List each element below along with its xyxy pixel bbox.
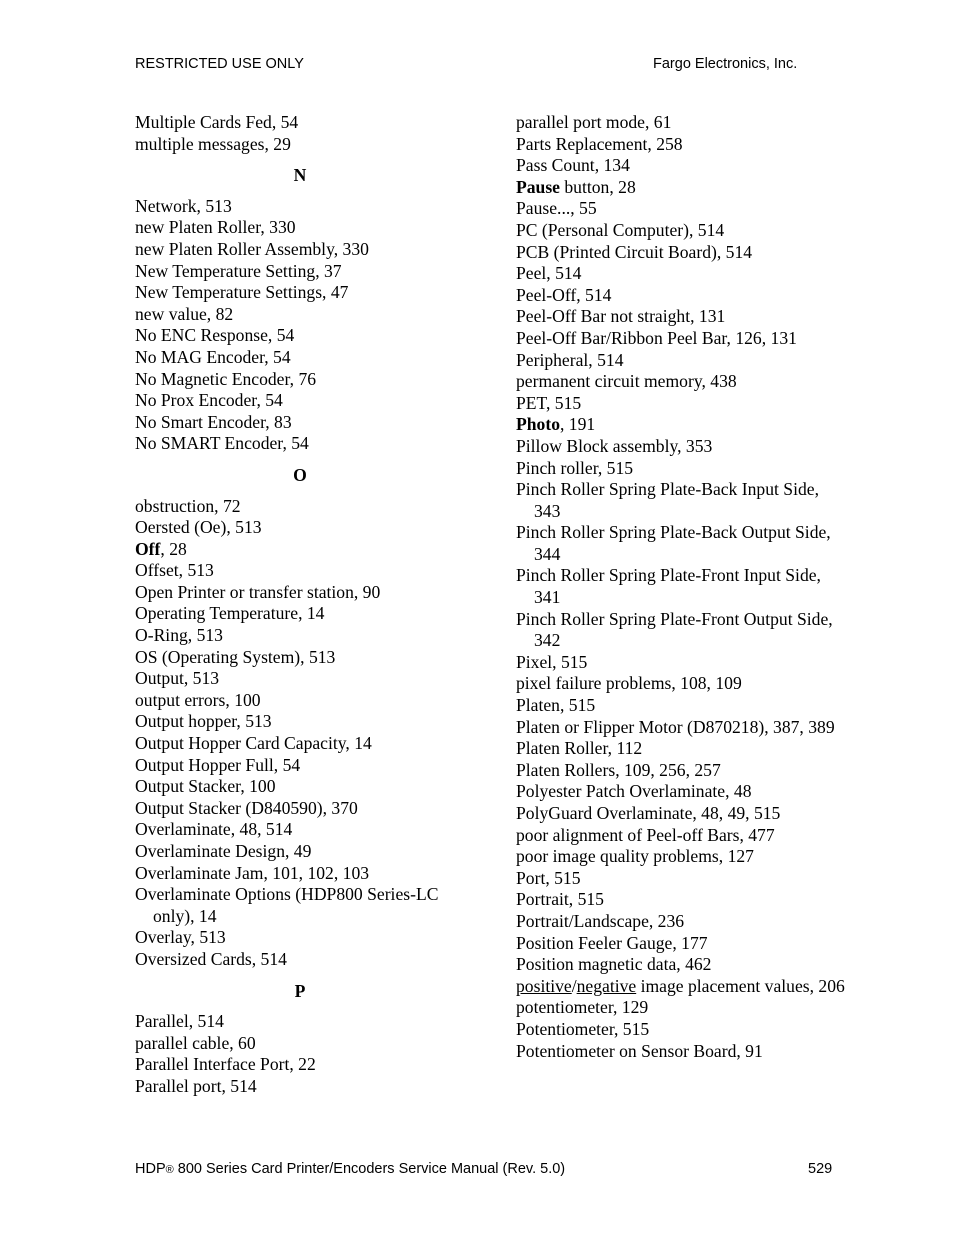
index-entry: Position Feeler Gauge, 177 <box>516 932 708 953</box>
entry-bold-term: Photo <box>516 414 560 435</box>
index-entry: Pass Count, 134 <box>516 155 630 176</box>
index-entry: PolyGuard Overlaminate, 48, 49, 515 <box>516 803 781 823</box>
entry-bold-term: Pause <box>516 176 560 197</box>
section-letter-n: N <box>293 165 307 186</box>
index-entry: Output, 513 <box>135 668 220 689</box>
entry-pages: , 191 <box>559 414 596 435</box>
index-entry: Parallel port, 514 <box>135 1075 257 1096</box>
index-entry: PC (Personal Computer), 514 <box>516 219 725 240</box>
index-entry: Pinch roller, 515 <box>516 457 634 478</box>
index-entry: Peel, 514 <box>516 263 582 284</box>
index-entry: No Magnetic Encoder, 76 <box>135 368 317 389</box>
index-entry: Overlaminate, 48, 514 <box>135 819 293 840</box>
index-entry: Pillow Block assembly, 353 <box>516 435 713 456</box>
index-entry: Oversized Cards, 514 <box>135 948 287 969</box>
index-entry: Potentiometer on Sensor Board, 91 <box>516 1040 763 1061</box>
index-entry-off <box>135 539 465 561</box>
index-entry: pixel failure problems, 108, 109 <box>516 673 742 694</box>
index-entry-pause <box>516 177 846 199</box>
index-entry: Output Stacker, 100 <box>135 776 276 797</box>
index-entry: Pinch Roller Spring Plate-Back Output Side, 344 <box>516 522 831 564</box>
index-entry: parallel cable, 60 <box>135 1032 256 1053</box>
index-entry: Peel-Off Bar not straight, 131 <box>516 306 726 327</box>
entry-underlined-term: negative <box>576 975 637 996</box>
p-entries-group <box>135 1011 465 1097</box>
index-entry: Position magnetic data, 462 <box>516 954 712 975</box>
index-entry: Oersted (Oe), 513 <box>135 517 262 538</box>
index-entry: parallel port mode, 61 <box>516 112 672 132</box>
index-entry: Portrait, 515 <box>516 889 604 910</box>
index-entry: Overlaminate Jam, 101, 102, 103 <box>135 862 370 883</box>
page-number: 529 <box>808 1161 833 1177</box>
index-entry: permanent circuit memory, 438 <box>516 371 737 392</box>
index-entry: output errors, 100 <box>135 689 261 710</box>
registered-mark: ® <box>165 1164 174 1176</box>
index-entry: Output Stacker (D840590), 370 <box>135 797 358 818</box>
index-entry: New Temperature Setting, 37 <box>135 260 342 281</box>
index-entry-photo <box>516 414 846 436</box>
n-entries-group <box>135 196 465 455</box>
index-entry: Port, 515 <box>516 867 581 888</box>
index-entry: potentiometer, 129 <box>516 997 649 1018</box>
index-entry: Overlaminate Design, 49 <box>135 841 312 861</box>
index-entry-positive-negative <box>516 976 846 998</box>
index-entry: Portrait/Landscape, 236 <box>516 910 685 931</box>
entry-pages: button, 28 <box>559 176 636 197</box>
index-entry: Peel-Off, 514 <box>516 284 612 305</box>
index-entry: Pixel, 515 <box>516 651 588 672</box>
index-entry: PCB (Printed Circuit Board), 514 <box>516 241 753 262</box>
o-entries-group <box>135 496 465 971</box>
index-entry: obstruction, 72 <box>135 495 241 516</box>
index-entry: Output Hopper Card Capacity, 14 <box>135 733 372 754</box>
index-entry: Pause..., 55 <box>516 198 597 219</box>
index-entry: Multiple Cards Fed, 54 <box>135 112 299 132</box>
index-entry: multiple messages, 29 <box>135 133 291 154</box>
running-header-left: RESTRICTED USE ONLY <box>135 56 304 72</box>
index-entry: Platen Rollers, 109, 256, 257 <box>516 759 721 780</box>
entry-pages: image placement values, 206 <box>636 975 845 996</box>
index-entry: Operating Temperature, 14 <box>135 603 325 624</box>
index-entry: Peel-Off Bar/Ribbon Peel Bar, 126, 131 <box>516 327 797 348</box>
running-header-right: Fargo Electronics, Inc. <box>653 56 798 72</box>
index-entry: Network, 513 <box>135 195 232 216</box>
index-entry: O-Ring, 513 <box>135 625 223 646</box>
section-letter-p: P <box>294 980 306 1001</box>
index-entry: No ENC Response, 54 <box>135 325 295 346</box>
index-entry: No Smart Encoder, 83 <box>135 411 292 432</box>
footer-title-rest: 800 Series Card Printer/Encoders Service Manual (Rev. 5.0) <box>173 1161 566 1177</box>
index-entry: No Prox Encoder, 54 <box>135 390 283 411</box>
index-entry: Platen or Flipper Motor (D870218), 387, 389 <box>516 716 835 737</box>
m-entries-group <box>135 112 465 155</box>
index-entry: poor image quality problems, 127 <box>516 846 754 867</box>
index-entry: Parts Replacement, 258 <box>516 133 683 154</box>
index-entry: Platen, 515 <box>516 695 596 716</box>
entry-separator: / <box>571 975 577 996</box>
index-entry: Pinch Roller Spring Plate-Back Input Side, 343 <box>516 479 819 521</box>
index-column-right <box>516 112 846 1062</box>
index-entry: OS (Operating System), 513 <box>135 646 336 667</box>
index-entry: Pinch Roller Spring Plate-Front Input Side, 341 <box>516 565 821 608</box>
index-column-left <box>135 112 465 1098</box>
entry-pages: , 28 <box>160 538 187 559</box>
index-entry: Output Hopper Full, 54 <box>135 754 301 775</box>
index-entry: new Platen Roller Assembly, 330 <box>135 238 369 259</box>
index-entry: poor alignment of Peel-off Bars, 477 <box>516 824 775 845</box>
index-entry: No MAG Encoder, 54 <box>135 346 291 367</box>
index-entry: Offset, 513 <box>135 560 214 581</box>
index-entry: Output hopper, 513 <box>135 711 272 732</box>
footer-title-prefix: HDP <box>135 1161 166 1177</box>
index-entry: No SMART Encoder, 54 <box>135 433 309 454</box>
index-entry: Overlaminate Options (HDP800 Series-LC only), 14 <box>135 884 439 926</box>
index-entry: Pinch Roller Spring Plate-Front Output Side, 342 <box>516 608 833 651</box>
entry-underlined-term: positive <box>516 975 572 996</box>
index-entry: Open Printer or transfer station, 90 <box>135 581 381 602</box>
index-entry: Potentiometer, 515 <box>516 1018 650 1039</box>
section-letter-o: O <box>293 464 307 485</box>
running-footer-title <box>135 1161 565 1177</box>
index-entry: Parallel Interface Port, 22 <box>135 1054 316 1075</box>
index-entry: Parallel, 514 <box>135 1011 224 1032</box>
index-entry: new Platen Roller, 330 <box>135 217 296 238</box>
index-entry: Polyester Patch Overlaminate, 48 <box>516 781 752 802</box>
index-entry: New Temperature Settings, 47 <box>135 282 349 303</box>
index-entry: new value, 82 <box>135 303 234 324</box>
index-entry: PET, 515 <box>516 392 582 413</box>
index-entry: Platen Roller, 112 <box>516 738 643 759</box>
entry-bold-term: Off <box>135 538 161 559</box>
index-entry: Peripheral, 514 <box>516 349 624 370</box>
index-entry: Overlay, 513 <box>135 927 226 948</box>
